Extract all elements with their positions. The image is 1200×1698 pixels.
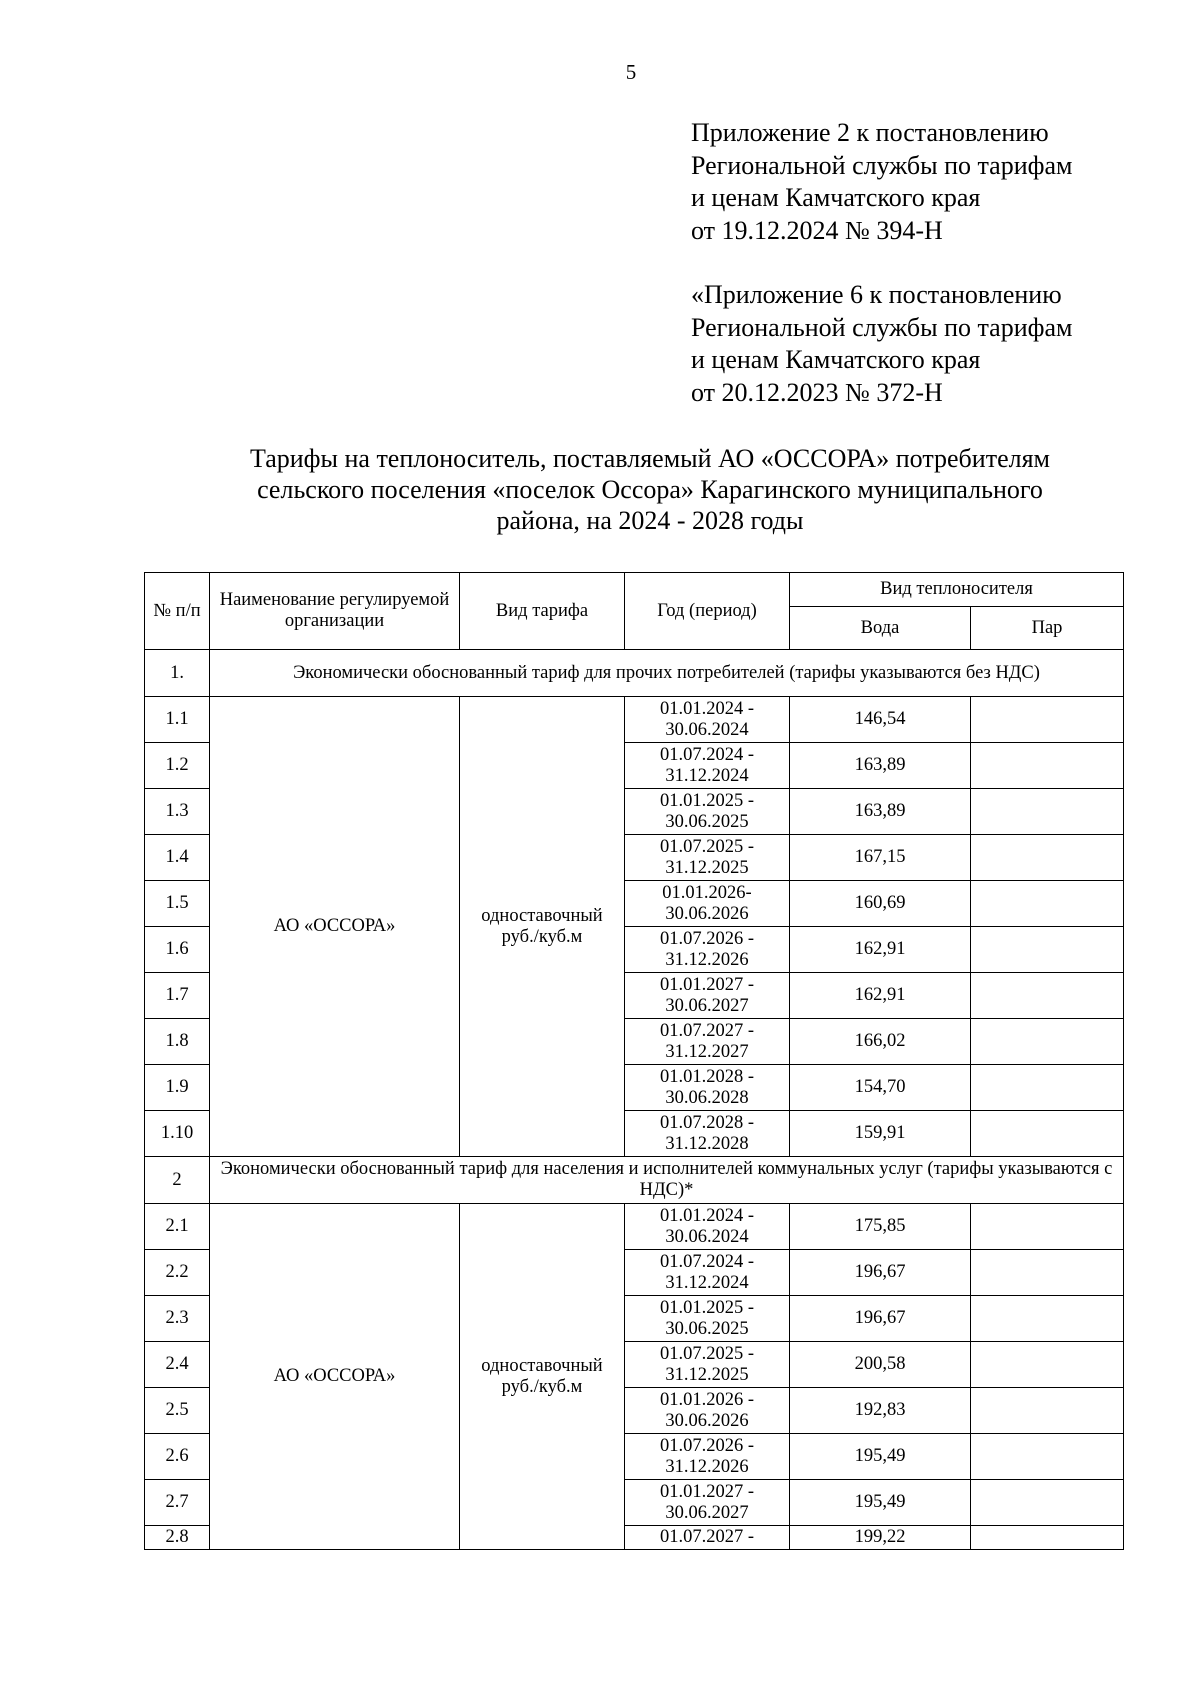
document-title-line: сельского поселения «поселок Оссора» Карагинского муниципального <box>257 475 1043 504</box>
row-number: 1.10 <box>145 1111 210 1157</box>
document-title-line: Тарифы на теплоноситель, поставляемый АО «ОССОРА» потребителям <box>249 444 1050 473</box>
steam-tariff-value <box>971 973 1124 1019</box>
annex-previous-line: Региональной службы по тарифам <box>691 312 1073 342</box>
section-index: 2 <box>145 1157 210 1204</box>
period-cell: 01.07.2028 - 31.12.2028 <box>625 1111 790 1157</box>
water-tariff-value: 192,83 <box>790 1388 971 1434</box>
water-tariff-value: 175,85 <box>790 1204 971 1250</box>
steam-tariff-value <box>971 1526 1124 1550</box>
steam-tariff-value <box>971 1388 1124 1434</box>
water-tariff-value: 195,49 <box>790 1434 971 1480</box>
period-cell: 01.07.2027 - <box>625 1526 790 1550</box>
tariff-table-body <box>145 573 1124 1550</box>
water-tariff-value: 195,49 <box>790 1480 971 1526</box>
page-number: 5 <box>625 60 637 84</box>
water-tariff-value: 162,91 <box>790 973 971 1019</box>
header-number: № п/п <box>145 573 210 650</box>
steam-tariff-value <box>971 835 1124 881</box>
annex-current-line: от 19.12.2024 № 394-Н <box>691 215 943 245</box>
water-tariff-value: 163,89 <box>790 743 971 789</box>
table-row <box>145 697 1124 743</box>
header-steam: Пар <box>971 607 1124 650</box>
section-row <box>145 650 1124 697</box>
row-number: 1.6 <box>145 927 210 973</box>
table-header-row <box>145 573 1124 607</box>
row-number: 2.3 <box>145 1296 210 1342</box>
period-cell: 01.01.2026 - 30.06.2026 <box>625 1388 790 1434</box>
header-organization: Наименование регулируемой организации <box>210 573 460 650</box>
row-number: 2.6 <box>145 1434 210 1480</box>
water-tariff-value: 162,91 <box>790 927 971 973</box>
row-number: 1.8 <box>145 1019 210 1065</box>
row-number: 1.3 <box>145 789 210 835</box>
section-title: Экономически обоснованный тариф для населения и исполнителей коммунальных услуг (тарифы указываются с НДС)* <box>210 1157 1124 1204</box>
header-water: Вода <box>790 607 971 650</box>
steam-tariff-value <box>971 1111 1124 1157</box>
period-cell: 01.01.2024 - 30.06.2024 <box>625 1204 790 1250</box>
period-cell: 01.07.2025 - 31.12.2025 <box>625 1342 790 1388</box>
row-number: 2.1 <box>145 1204 210 1250</box>
annex-previous-header <box>691 279 1072 409</box>
period-cell: 01.07.2026 - 31.12.2026 <box>625 927 790 973</box>
water-tariff-value: 160,69 <box>790 881 971 927</box>
period-cell: 01.01.2027 - 30.06.2027 <box>625 1480 790 1526</box>
row-number: 2.4 <box>145 1342 210 1388</box>
annex-current-header <box>691 117 1072 247</box>
row-number: 1.7 <box>145 973 210 1019</box>
tariff-type: одноставочный руб./куб.м <box>460 1204 625 1550</box>
row-number: 1.2 <box>145 743 210 789</box>
row-number: 2.7 <box>145 1480 210 1526</box>
period-cell: 01.01.2025 - 30.06.2025 <box>625 789 790 835</box>
steam-tariff-value <box>971 697 1124 743</box>
water-tariff-value: 196,67 <box>790 1250 971 1296</box>
document-title-line: района, на 2024 - 2028 годы <box>496 506 804 535</box>
water-tariff-value: 159,91 <box>790 1111 971 1157</box>
period-cell: 01.07.2024 - 31.12.2024 <box>625 1250 790 1296</box>
tariff-table <box>144 572 1124 1550</box>
steam-tariff-value <box>971 1434 1124 1480</box>
header-tariff-type: Вид тарифа <box>460 573 625 650</box>
row-number: 1.5 <box>145 881 210 927</box>
steam-tariff-value <box>971 881 1124 927</box>
water-tariff-value: 200,58 <box>790 1342 971 1388</box>
steam-tariff-value <box>971 1065 1124 1111</box>
steam-tariff-value <box>971 927 1124 973</box>
period-cell: 01.07.2026 - 31.12.2026 <box>625 1434 790 1480</box>
water-tariff-value: 154,70 <box>790 1065 971 1111</box>
steam-tariff-value <box>971 1342 1124 1388</box>
period-cell: 01.01.2026- 30.06.2026 <box>625 881 790 927</box>
section-row <box>145 1157 1124 1204</box>
organization-name: АО «ОССОРА» <box>210 1204 460 1550</box>
steam-tariff-value <box>971 1204 1124 1250</box>
water-tariff-value: 199,22 <box>790 1526 971 1550</box>
water-tariff-value: 196,67 <box>790 1296 971 1342</box>
row-number: 1.9 <box>145 1065 210 1111</box>
period-cell: 01.07.2024 - 31.12.2024 <box>625 743 790 789</box>
steam-tariff-value <box>971 1019 1124 1065</box>
annex-previous-line: от 20.12.2023 № 372-Н <box>691 377 943 407</box>
row-number: 2.5 <box>145 1388 210 1434</box>
period-cell: 01.07.2025 - 31.12.2025 <box>625 835 790 881</box>
water-tariff-value: 146,54 <box>790 697 971 743</box>
water-tariff-value: 166,02 <box>790 1019 971 1065</box>
organization-name: АО «ОССОРА» <box>210 697 460 1157</box>
annex-current-line: Региональной службы по тарифам <box>691 150 1073 180</box>
period-cell: 01.01.2027 - 30.06.2027 <box>625 973 790 1019</box>
section-index: 1. <box>145 650 210 697</box>
section-title: Экономически обоснованный тариф для прочих потребителей (тарифы указываются без НДС) <box>210 650 1124 697</box>
steam-tariff-value <box>971 743 1124 789</box>
row-number: 1.1 <box>145 697 210 743</box>
period-cell: 01.01.2025 - 30.06.2025 <box>625 1296 790 1342</box>
annex-previous-line: «Приложение 6 к постановлению <box>691 280 1062 309</box>
water-tariff-value: 163,89 <box>790 789 971 835</box>
annex-current-line: и ценам Камчатского края <box>691 183 981 212</box>
row-number: 2.8 <box>145 1526 210 1550</box>
table-row <box>145 1204 1124 1250</box>
annex-previous-line: и ценам Камчатского края <box>691 345 981 374</box>
steam-tariff-value <box>971 789 1124 835</box>
period-cell: 01.01.2024 - 30.06.2024 <box>625 697 790 743</box>
document-title <box>140 443 1160 536</box>
header-carrier: Вид теплоносителя <box>790 573 1124 607</box>
row-number: 1.4 <box>145 835 210 881</box>
period-cell: 01.07.2027 - 31.12.2027 <box>625 1019 790 1065</box>
steam-tariff-value <box>971 1480 1124 1526</box>
steam-tariff-value <box>971 1250 1124 1296</box>
header-period: Год (период) <box>625 573 790 650</box>
annex-current-line: Приложение 2 к постановлению <box>691 118 1049 147</box>
steam-tariff-value <box>971 1296 1124 1342</box>
tariff-type: одноставочный руб./куб.м <box>460 697 625 1157</box>
water-tariff-value: 167,15 <box>790 835 971 881</box>
period-cell: 01.01.2028 - 30.06.2028 <box>625 1065 790 1111</box>
row-number: 2.2 <box>145 1250 210 1296</box>
